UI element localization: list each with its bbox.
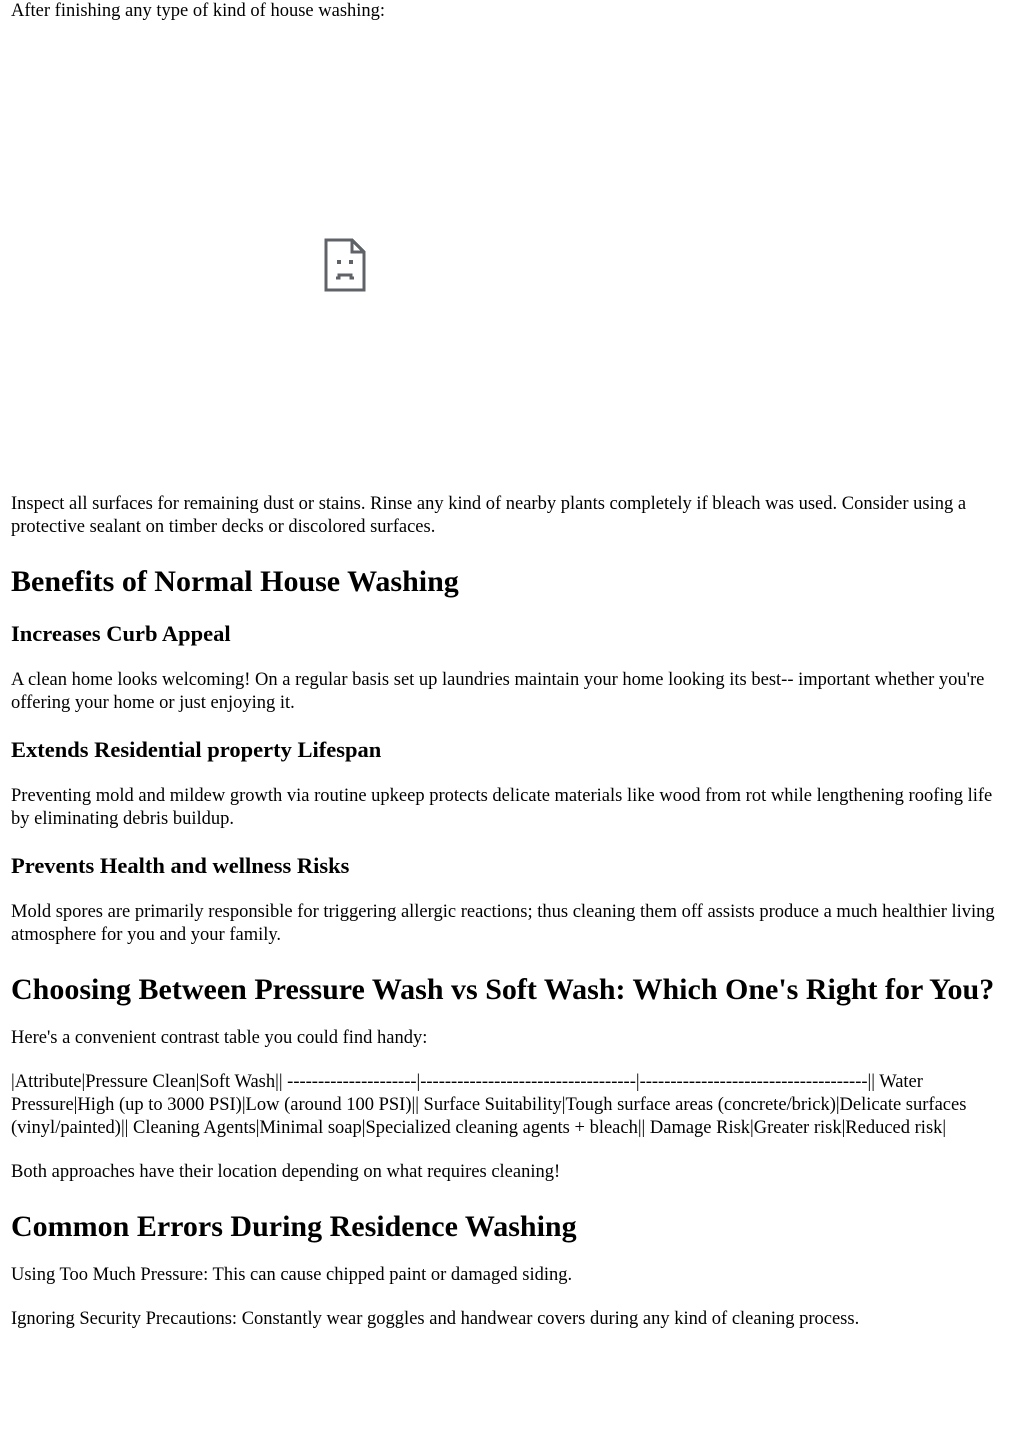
broken-image-icon	[324, 238, 366, 292]
benefit-text-health: Mold spores are primarily responsible for triggering allergic reactions; thus cleaning them off assists produce a much healthier living atmosphere for you and your family.	[11, 902, 995, 945]
benefits-heading: Benefits of Normal House Washing	[11, 565, 459, 598]
intro-text: After finishing any type of kind of house washing:	[11, 1, 386, 21]
error-item-pressure: Using Too Much Pressure: This can cause chipped paint or damaged siding.	[11, 1265, 573, 1285]
errors-heading: Common Errors During Residence Washing	[11, 1210, 577, 1243]
comparison-table-text: |Attribute|Pressure Clean|Soft Wash|| ---------------------|-----------------------------------|-------------------------------------|| Water Pressure|High (up to 3000 PSI)|Low (around 100 PSI)|| Surface Suitability|Tough surface areas (concrete/brick)|Delicate surfaces (vinyl/painted)|| Cleaning Agents|Minimal soap|Specialized cleaning agents + bleach|| Damage Risk|Greater risk|Reduced risk|	[11, 1072, 967, 1138]
benefit-text-lifespan: Preventing mold and mildew growth via routine upkeep protects delicate materials like wood from rot while lengthening roofing life by eliminating debris buildup.	[11, 786, 993, 829]
article-image	[11, 31, 681, 481]
choosing-intro: Here's a convenient contrast table you could find handy:	[11, 1028, 428, 1048]
choosing-conclusion: Both approaches have their location depending on what requires cleaning!	[11, 1162, 561, 1182]
error-item-safety: Ignoring Security Precautions: Constantly wear goggles and handwear covers during any kind of cleaning process.	[11, 1309, 860, 1329]
benefit-title-lifespan: Extends Residential property Lifespan	[11, 737, 382, 762]
benefit-text-curb-appeal: A clean home looks welcoming! On a regular basis set up laundries maintain your home looking its best-- important whether you're offering your home or just enjoying it.	[11, 670, 985, 713]
benefit-title-curb-appeal: Increases Curb Appeal	[11, 621, 231, 646]
inspect-paragraph: Inspect all surfaces for remaining dust or stains. Rinse any kind of nearby plants completely if bleach was used. Consider using a protective sealant on timber decks or discolored surfaces.	[11, 494, 967, 537]
benefit-title-health: Prevents Health and wellness Risks	[11, 853, 350, 878]
choosing-heading: Choosing Between Pressure Wash vs Soft Wash: Which One's Right for You?	[11, 973, 995, 1006]
